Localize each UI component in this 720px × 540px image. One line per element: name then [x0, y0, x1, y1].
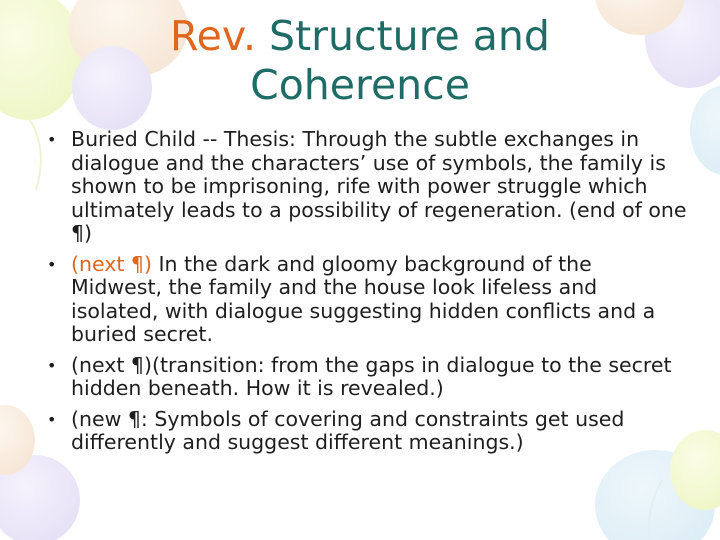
bullet-item-transition — [47, 354, 687, 401]
bullet-item-next-paragraph — [47, 253, 687, 347]
bullet-icon: • — [47, 130, 57, 149]
bullet-list — [47, 128, 687, 462]
bullet-icon: • — [47, 254, 57, 274]
slide-title — [100, 12, 620, 110]
bullet-text: In the dark and gloomy background of the Midwest, the family and the house look lifeless and isolated, with dialogue suggesting hidden conflicts and a buried secret. — [71, 251, 656, 346]
bullet-icon: • — [47, 355, 57, 375]
balloon-string — [30, 120, 41, 190]
title-text: Structure and Coherence — [250, 12, 550, 109]
bullet-text: Buried Child -- Thesis: Through the subtle exchanges in dialogue and the characters’ use of symbols, the family is shown to be imprisoning, rife with power struggle which ultimately leads to a possibility of regeneration. (end of one ¶) — [71, 127, 687, 245]
bullet-text: (next ¶)(transition: from the gaps in dialogue to the secret hidden beneath. How it is revealed.) — [71, 352, 672, 400]
balloon-blue-right — [690, 85, 720, 175]
bullet-text: (new ¶: Symbols of covering and constraints get used differently and suggest different meanings.) — [71, 406, 625, 454]
bullet-lead: (next ¶) — [71, 251, 152, 276]
bullet-item-new-paragraph — [47, 408, 687, 455]
bullet-item-thesis — [47, 128, 687, 246]
bullet-icon: • — [47, 409, 57, 429]
title-accent: Rev. — [170, 12, 257, 60]
